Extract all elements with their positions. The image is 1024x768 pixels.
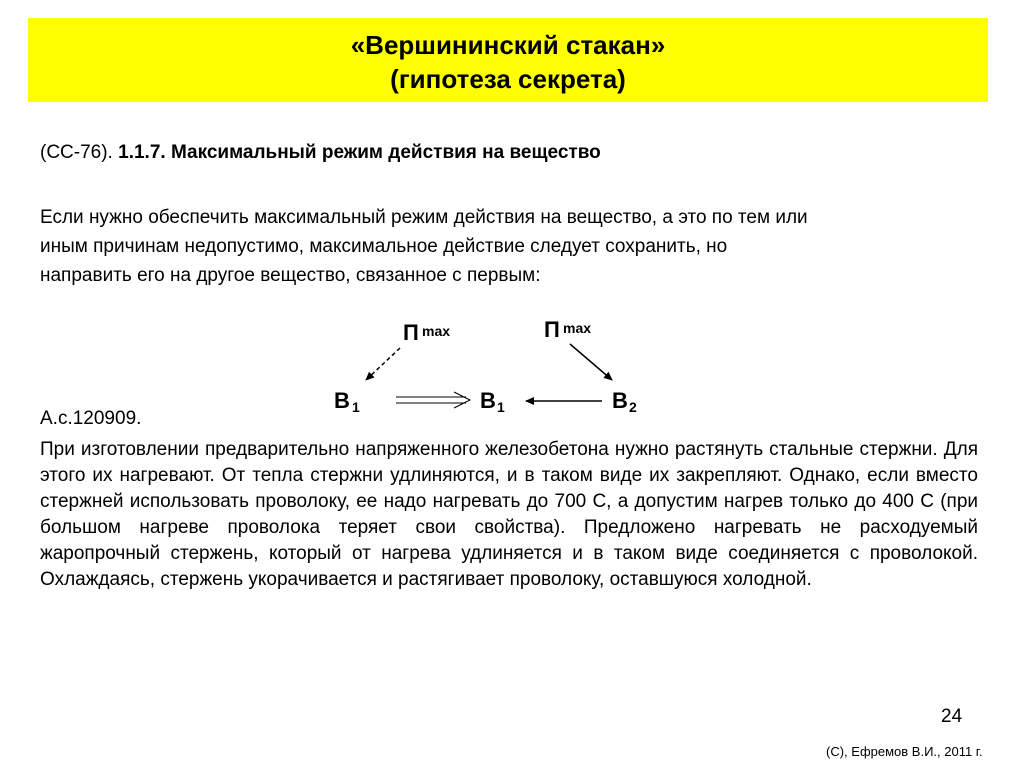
substance-b1-mid-sub: 1 [497, 399, 505, 415]
title-banner [28, 18, 988, 102]
substance-b1-mid: В [480, 388, 496, 413]
field-arrow-right [570, 344, 612, 380]
slide-title: «Вершининский стакан» [350, 30, 666, 60]
field-symbol-left: П [403, 320, 419, 345]
page-number: 24 [941, 706, 963, 727]
intro-paragraph [40, 203, 980, 290]
slide-subtitle: (гипотеза секрета) [390, 64, 626, 94]
field-subscript-left: max [422, 323, 451, 339]
substance-b1-left-sub: 1 [352, 399, 360, 415]
field-symbol-right: П [544, 317, 560, 342]
intro-line: направить его на другое вещество, связанное с первым: [40, 265, 541, 286]
patent-number: А.с.120909. [40, 408, 142, 429]
example-paragraph: При изготовлении предварительно напряженного железобетона нужно растянуть стальные стержни. Для этого их нагревают. От тепла стержни удлиняются, и в таком виде их закрепляют. Однако, если вместо стержней использовать проволоку, ее надо нагревать до 700 С, а допустим нагрев только до 400 С (при большом нагреве проволока теряет свои свойства). Предложено нагревать не расходуемый жаропрочный стержень, который от нагрева удлиняется и в таком виде соединяется с проволокой. Охлаждаясь, стержень укорачивается и растягивает проволоку, оставшуюся холодной. [40, 439, 978, 590]
su-field-diagram [330, 312, 660, 422]
double-arrow-head [454, 392, 470, 408]
intro-line: иным причинам недопустимо, максимальное действие следует сохранить, но [40, 236, 728, 257]
substance-b2-sub: 2 [629, 399, 637, 415]
copyright-note: (С), Ефремов В.И., 2011 г. [826, 744, 983, 759]
section-title: 1.1.7. Максимальный режим действия на вещество [118, 142, 601, 163]
section-reference: (СС-76). [40, 142, 113, 163]
field-subscript-right: max [563, 320, 592, 336]
intro-line: Если нужно обеспечить максимальный режим действия на вещество, а это по тем или [40, 207, 808, 228]
substance-b2: В [612, 388, 628, 413]
substance-b1-left: В [334, 388, 350, 413]
dashed-arrow [366, 348, 400, 380]
section-heading [40, 142, 601, 164]
